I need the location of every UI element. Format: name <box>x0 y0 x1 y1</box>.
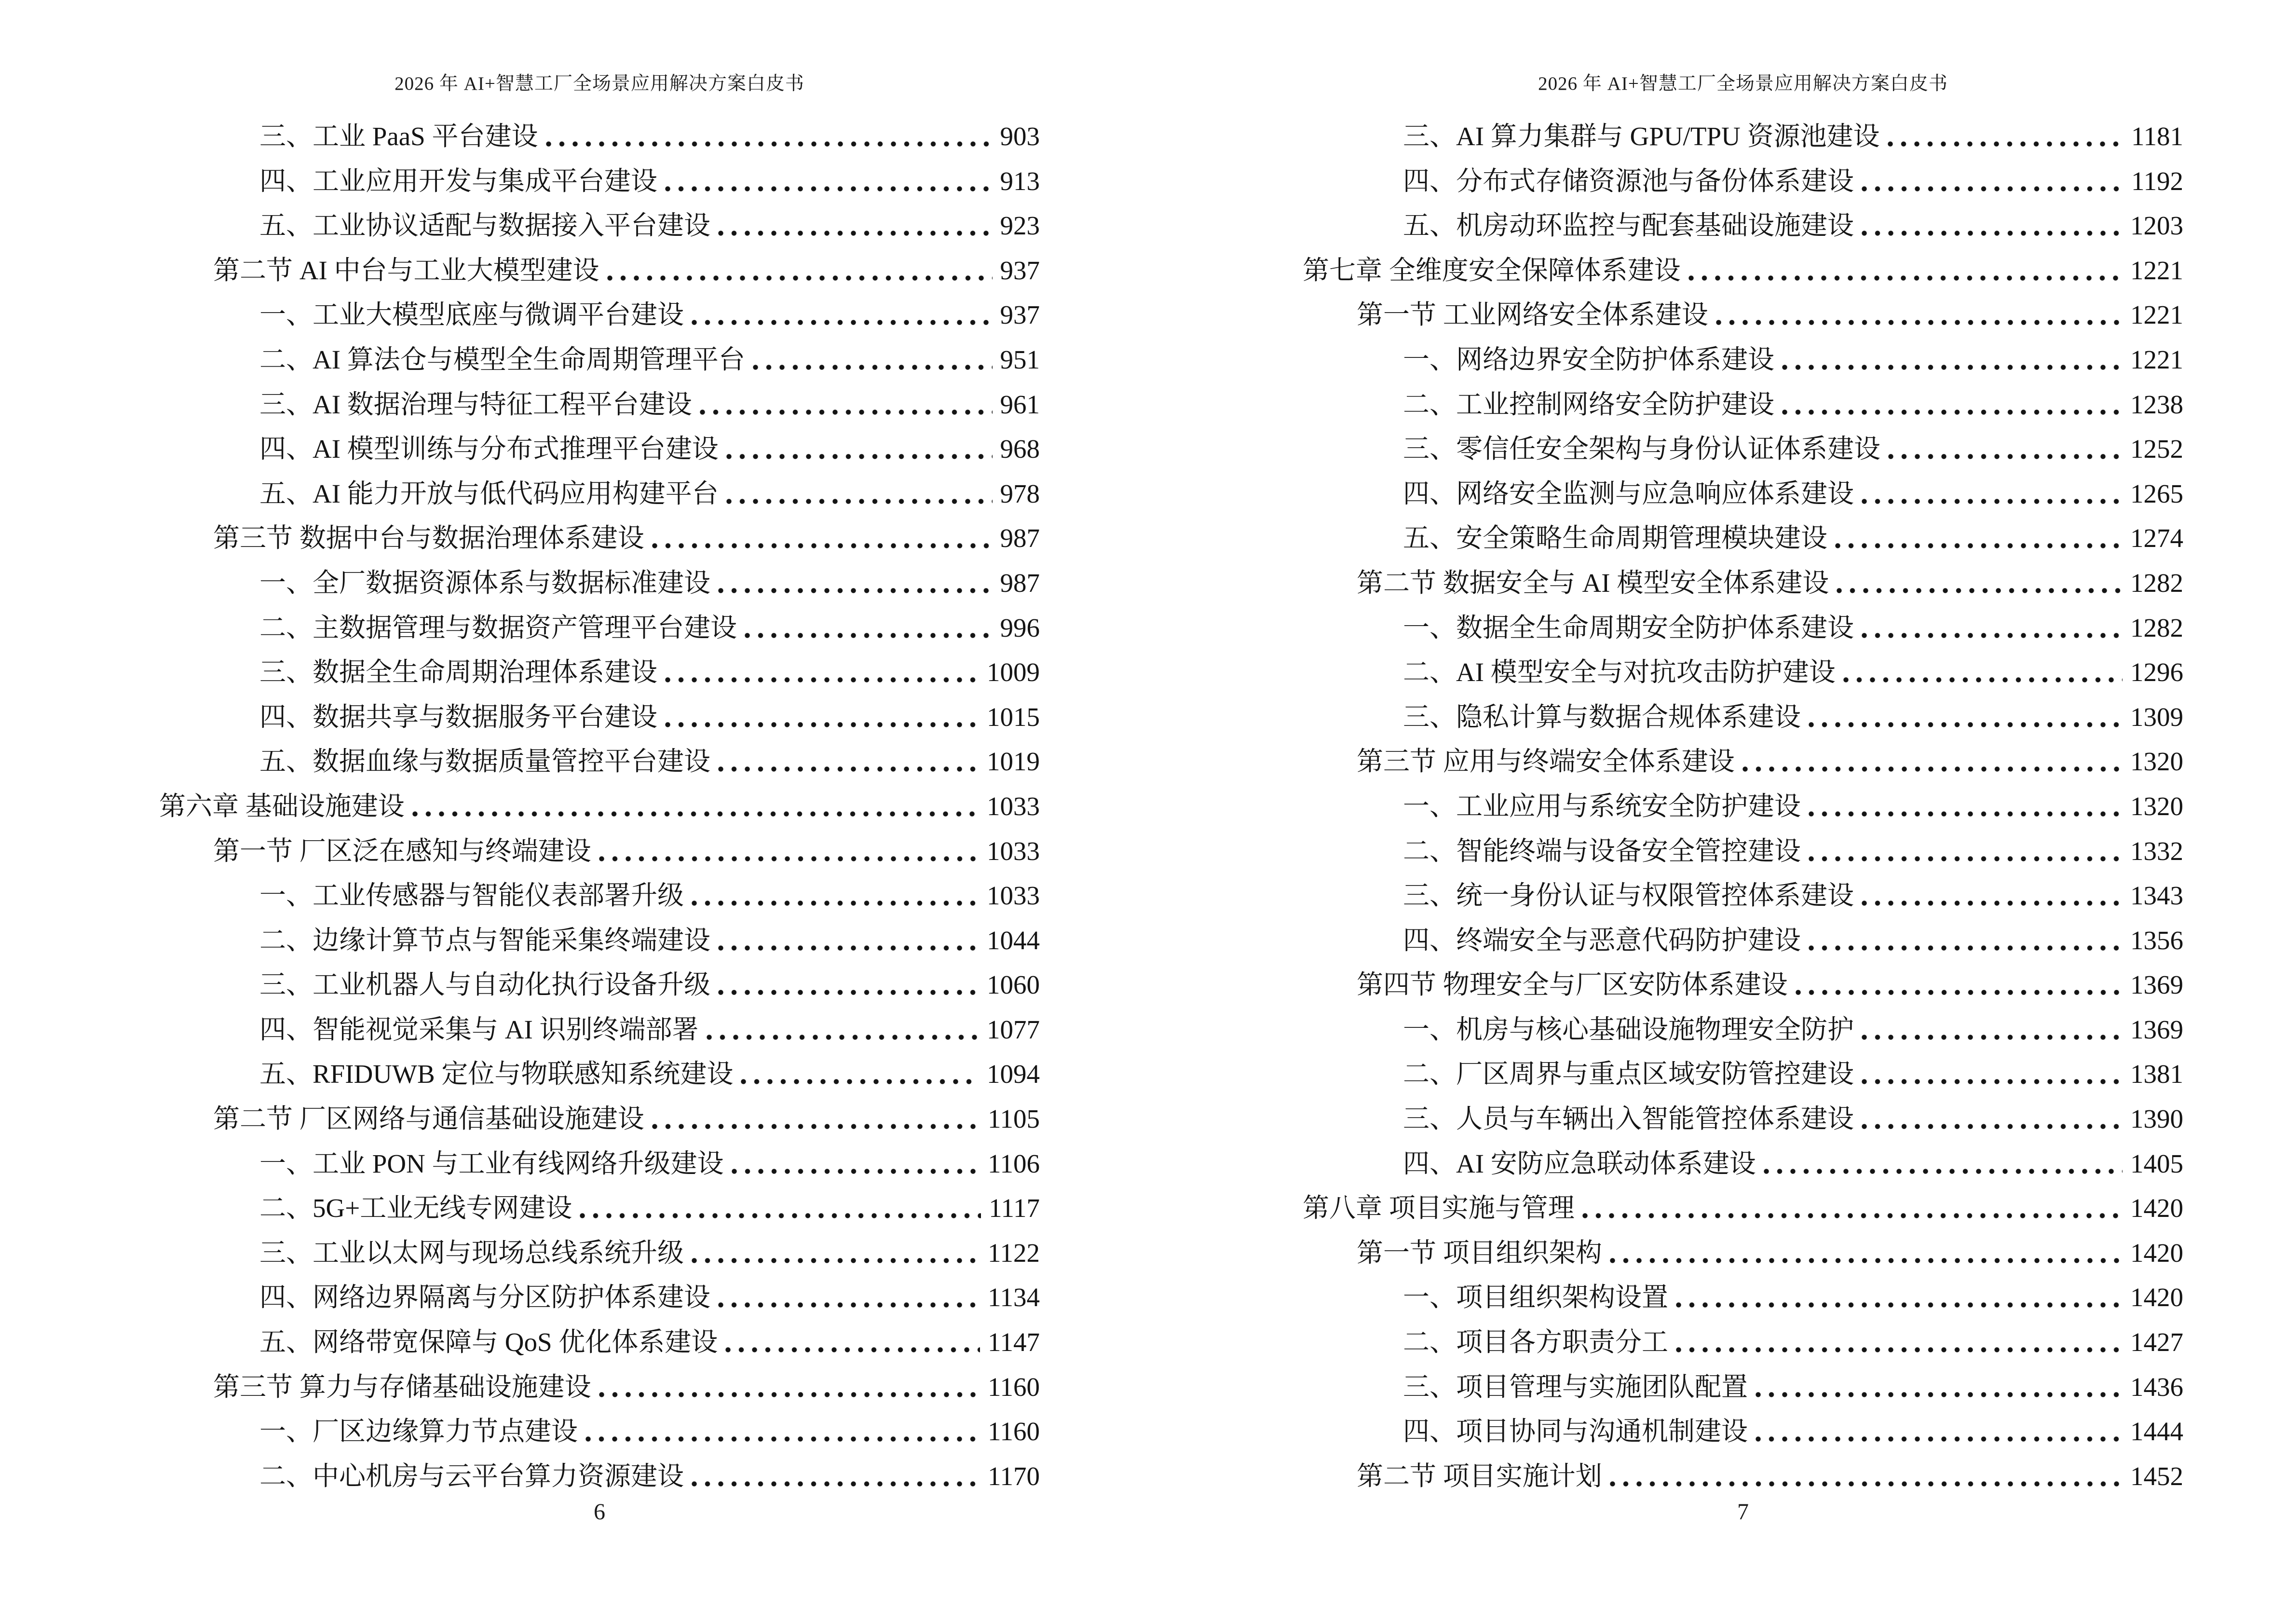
toc-entry <box>159 739 1040 784</box>
toc-entry-label: 四、工业应用开发与集成平台建设 <box>259 166 658 196</box>
page-right <box>1144 0 2287 1624</box>
toc-entry-page-number: 1077 <box>987 1014 1040 1044</box>
toc-entry-label: 第一节 项目组织架构 <box>1357 1238 1602 1268</box>
toc-entry-page-number: 1252 <box>2130 434 2183 464</box>
dot-leader <box>717 963 979 1008</box>
toc-entry <box>1303 1097 2183 1142</box>
toc-entry-page-number: 1221 <box>2130 344 2183 374</box>
toc-entry-page-number: 1282 <box>2130 568 2183 598</box>
dot-leader <box>1836 561 2123 606</box>
toc-entry-label: 第八章 项目实施与管理 <box>1303 1193 1575 1223</box>
toc-entry-label: 第三节 应用与终端安全体系建设 <box>1357 747 1735 777</box>
toc-entry <box>159 695 1040 740</box>
toc-entry-page-number: 937 <box>1000 255 1040 285</box>
toc-entry-label: 二、边缘计算节点与智能采集终端建设 <box>259 925 711 955</box>
toc-entry <box>159 873 1040 918</box>
dot-leader <box>1808 918 2123 963</box>
toc-entry-label: 第二节 数据安全与 AI 模型安全体系建设 <box>1357 568 1829 598</box>
toc-entry-label: 四、AI 安防应急联动体系建设 <box>1403 1148 1756 1178</box>
toc-entry <box>1303 204 2183 248</box>
toc-entry-label: 五、数据血缘与数据质量管控平台建设 <box>259 747 711 777</box>
toc-entry-label: 一、机房与核心基础设施物理安全防护 <box>1403 1014 1854 1044</box>
toc-entry <box>1303 159 2183 204</box>
toc-entry <box>159 1409 1040 1454</box>
toc-entry-page-number: 1296 <box>2130 657 2183 687</box>
toc-entry-label: 二、项目各方职责分工 <box>1403 1327 1669 1357</box>
toc-entry-label: 四、网络边界隔离与分区防护体系建设 <box>259 1283 711 1312</box>
toc-entry-page-number: 1381 <box>2130 1059 2183 1089</box>
toc-entry-label: 一、工业 PON 与工业有线网络升级建设 <box>259 1148 724 1178</box>
toc-entries-left <box>159 114 1040 1499</box>
dot-leader <box>1763 1142 2123 1187</box>
toc-entry-page-number: 1181 <box>2131 122 2183 151</box>
toc-entry-label: 三、AI 算力集群与 GPU/TPU 资源池建设 <box>1403 122 1880 151</box>
dot-leader <box>1675 1275 2123 1320</box>
dot-leader <box>1861 606 2123 651</box>
toc-entry <box>159 1052 1040 1097</box>
toc-entry-label: 第六章 基础设施建设 <box>159 791 405 821</box>
dot-leader <box>717 561 992 606</box>
dot-leader <box>744 606 992 651</box>
toc-entry-page-number: 1332 <box>2130 836 2183 866</box>
dot-leader <box>706 1008 979 1052</box>
toc-entry-page-number: 1282 <box>2130 613 2183 642</box>
toc-entry-page-number: 1369 <box>2130 970 2183 1000</box>
toc-entry-label: 二、5G+工业无线专网建设 <box>259 1193 572 1223</box>
toc-entry-page-number: 1420 <box>2130 1193 2183 1223</box>
toc-entry-page-number: 1015 <box>987 702 1040 732</box>
toc-entry-page-number: 1009 <box>987 657 1040 687</box>
toc-entry-label: 五、安全策略生命周期管理模块建设 <box>1403 523 1828 553</box>
dot-leader <box>1808 784 2123 829</box>
toc-entry <box>159 382 1040 427</box>
dot-leader <box>1609 1454 2123 1499</box>
toc-entry <box>1303 472 2183 517</box>
dot-leader <box>664 650 979 695</box>
toc-entry-label: 三、工业以太网与现场总线系统升级 <box>259 1238 684 1268</box>
toc-entry-page-number: 1369 <box>2130 1014 2183 1044</box>
toc-entry <box>159 472 1040 517</box>
toc-entry <box>159 293 1040 338</box>
toc-entry-page-number: 1221 <box>2130 300 2183 330</box>
toc-entry-label: 三、项目管理与实施团队配置 <box>1403 1372 1748 1402</box>
toc-entry-page-number: 987 <box>1000 523 1040 553</box>
toc-entry-page-number: 1106 <box>988 1148 1040 1178</box>
toc-entry <box>1303 1142 2183 1187</box>
toc-entry-page-number: 1452 <box>2130 1461 2183 1491</box>
dot-leader <box>752 338 993 382</box>
page-number-footer: 6 <box>594 1499 605 1525</box>
toc-entry-label: 四、数据共享与数据服务平台建设 <box>259 702 658 732</box>
toc-entry <box>159 204 1040 248</box>
toc-entry <box>1303 427 2183 472</box>
toc-entry-page-number: 1192 <box>2131 166 2183 196</box>
toc-entry <box>159 427 1040 472</box>
dot-leader <box>699 382 993 427</box>
toc-entry-label: 一、网络边界安全防护体系建设 <box>1403 344 1775 374</box>
toc-entry-label: 第三节 算力与存储基础设施建设 <box>213 1372 591 1402</box>
toc-entry-page-number: 1221 <box>2130 255 2183 285</box>
toc-entry-page-number: 1356 <box>2130 925 2183 955</box>
toc-entry <box>159 516 1040 561</box>
toc-entry-page-number: 1274 <box>2130 523 2183 553</box>
toc-entry-page-number: 903 <box>1000 122 1040 151</box>
page-number-footer: 7 <box>1737 1499 1749 1525</box>
toc-entry-label: 二、智能终端与设备安全管控建设 <box>1403 836 1801 866</box>
toc-entry <box>1303 918 2183 963</box>
dot-leader <box>1861 1008 2123 1052</box>
dot-leader <box>691 293 992 338</box>
toc-entry <box>159 650 1040 695</box>
dot-leader <box>1715 293 2123 338</box>
toc-entry-label: 五、AI 能力开放与低代码应用构建平台 <box>259 478 719 508</box>
toc-entry <box>1303 829 2183 874</box>
toc-entry-page-number: 1160 <box>988 1372 1040 1402</box>
document-header: 2026 年 AI+智慧工厂全场景应用解决方案白皮书 <box>1538 73 1948 94</box>
dot-leader <box>664 159 992 204</box>
toc-entry-label: 一、厂区边缘算力节点建设 <box>259 1417 578 1447</box>
toc-entry-page-number: 1160 <box>988 1417 1040 1447</box>
toc-entry-label: 三、隐私计算与数据合规体系建设 <box>1403 702 1801 732</box>
toc-entry <box>159 1142 1040 1187</box>
toc-entry-label: 五、工业协议适配与数据接入平台建设 <box>259 211 711 241</box>
toc-entry-label: 五、RFIDUWB 定位与物联感知系统建设 <box>259 1059 734 1089</box>
toc-entry <box>159 606 1040 651</box>
toc-entry <box>1303 1008 2183 1052</box>
dot-leader <box>691 1454 980 1499</box>
toc-entry-label: 二、工业控制网络安全防护建设 <box>1403 389 1775 419</box>
toc-entry <box>159 114 1040 159</box>
toc-entry-page-number: 1134 <box>988 1283 1040 1312</box>
dot-leader <box>1861 159 2124 204</box>
toc-entry-label: 一、工业大模型底座与微调平台建设 <box>259 300 684 330</box>
dot-leader <box>731 1142 980 1187</box>
toc-entry-page-number: 1060 <box>987 970 1040 1000</box>
toc-entry-label: 一、全厂数据资源体系与数据标准建设 <box>259 568 711 598</box>
toc-entry <box>1303 516 2183 561</box>
toc-entry-label: 二、AI 算法仓与模型全生命周期管理平台 <box>259 344 745 374</box>
dot-leader <box>1861 472 2123 517</box>
toc-entry-page-number: 913 <box>1000 166 1040 196</box>
toc-entry-page-number: 937 <box>1000 300 1040 330</box>
toc-entry <box>159 1186 1040 1231</box>
page-right-content <box>1303 0 2183 1624</box>
dot-leader <box>717 739 979 784</box>
toc-entry <box>159 1454 1040 1499</box>
toc-entry-label: 三、AI 数据治理与特征工程平台建设 <box>259 389 692 419</box>
toc-entry-page-number: 1427 <box>2130 1327 2183 1357</box>
dot-leader <box>1887 114 2124 159</box>
toc-entry <box>1303 338 2183 382</box>
toc-entry <box>159 963 1040 1008</box>
toc-entry <box>159 1008 1040 1052</box>
toc-entry-label: 第二节 项目实施计划 <box>1357 1461 1602 1491</box>
toc-entry-label: 第七章 全维度安全保障体系建设 <box>1303 255 1681 285</box>
toc-entry-page-number: 1405 <box>2130 1148 2183 1178</box>
toc-entries-right <box>1303 114 2183 1499</box>
toc-entry <box>159 1275 1040 1320</box>
toc-entry-label: 五、网络带宽保障与 QoS 优化体系建设 <box>259 1327 718 1357</box>
toc-entry <box>1303 784 2183 829</box>
toc-entry <box>1303 873 2183 918</box>
toc-entry-label: 三、工业 PaaS 平台建设 <box>259 122 538 151</box>
toc-entry <box>1303 1231 2183 1276</box>
dot-leader <box>1755 1409 2123 1454</box>
toc-entry <box>159 1320 1040 1365</box>
toc-entry-page-number: 1309 <box>2130 702 2183 732</box>
dot-leader <box>1688 248 2123 293</box>
toc-entry-label: 四、智能视觉采集与 AI 识别终端部署 <box>259 1014 699 1044</box>
toc-entry-page-number: 1033 <box>987 836 1040 866</box>
dot-leader <box>1861 1097 2123 1142</box>
dot-leader <box>1861 1052 2123 1097</box>
dot-leader <box>1808 829 2123 874</box>
toc-entry <box>1303 1454 2183 1499</box>
dot-leader <box>691 873 979 918</box>
toc-entry <box>1303 248 2183 293</box>
toc-entry-label: 一、项目组织架构设置 <box>1403 1283 1669 1312</box>
toc-entry <box>159 918 1040 963</box>
toc-entry <box>1303 1409 2183 1454</box>
dot-leader <box>579 1186 981 1231</box>
toc-entry <box>1303 963 2183 1008</box>
toc-entry-page-number: 1320 <box>2130 747 2183 777</box>
toc-entry-page-number: 923 <box>1000 211 1040 241</box>
dot-leader <box>725 427 993 472</box>
dot-leader <box>1808 695 2123 740</box>
toc-entry-page-number: 1122 <box>988 1238 1040 1268</box>
toc-entry <box>1303 1365 2183 1410</box>
dot-leader <box>1781 382 2123 427</box>
dot-leader <box>1795 963 2123 1008</box>
dot-leader <box>545 114 993 159</box>
toc-entry <box>1303 382 2183 427</box>
toc-entry-label: 四、项目协同与沟通机制建设 <box>1403 1417 1748 1447</box>
toc-entry <box>159 829 1040 874</box>
toc-entry-page-number: 1019 <box>987 747 1040 777</box>
toc-entry <box>159 1097 1040 1142</box>
toc-entry-page-number: 978 <box>1000 478 1040 508</box>
toc-entry-label: 四、AI 模型训练与分布式推理平台建设 <box>259 434 719 464</box>
toc-entry <box>159 561 1040 606</box>
dot-leader <box>1861 873 2123 918</box>
toc-entry-label: 四、网络安全监测与应急响应体系建设 <box>1403 478 1854 508</box>
dot-leader <box>1781 338 2123 382</box>
toc-entry-page-number: 961 <box>1000 389 1040 419</box>
dot-leader <box>1742 739 2123 784</box>
dot-leader <box>724 1320 980 1365</box>
toc-entry-label: 四、终端安全与恶意代码防护建设 <box>1403 925 1801 955</box>
toc-entry-page-number: 1094 <box>987 1059 1040 1089</box>
toc-entry-page-number: 1147 <box>988 1327 1040 1357</box>
page-left-content <box>159 0 1040 1624</box>
toc-entry-label: 三、人员与车辆出入智能管控体系建设 <box>1403 1104 1854 1134</box>
toc-entry-page-number: 1033 <box>987 881 1040 911</box>
toc-entry-page-number: 1203 <box>2130 211 2183 241</box>
toc-entry <box>1303 739 2183 784</box>
toc-entry-page-number: 1265 <box>2130 478 2183 508</box>
toc-entry-label: 一、工业应用与系统安全防护建设 <box>1403 791 1801 821</box>
toc-entry-label: 二、AI 模型安全与对抗攻击防护建设 <box>1403 657 1836 687</box>
toc-entry <box>159 159 1040 204</box>
dot-leader <box>1887 427 2123 472</box>
toc-entry <box>1303 1186 2183 1231</box>
dot-leader <box>651 1097 980 1142</box>
dot-leader <box>651 516 993 561</box>
toc-entry <box>1303 1052 2183 1097</box>
toc-entry-page-number: 1105 <box>988 1104 1040 1134</box>
toc-entry-label: 第二节 AI 中台与工业大模型建设 <box>213 255 599 285</box>
dot-leader <box>1675 1320 2123 1365</box>
toc-entry <box>159 248 1040 293</box>
dot-leader <box>740 1052 979 1097</box>
toc-entry-label: 第四节 物理安全与厂区安防体系建设 <box>1357 970 1788 1000</box>
toc-entry-label: 二、主数据管理与数据资产管理平台建设 <box>259 613 737 642</box>
dot-leader <box>1842 650 2123 695</box>
toc-entry-label: 第一节 厂区泛在感知与终端建设 <box>213 836 591 866</box>
dot-leader <box>606 248 993 293</box>
dot-leader <box>598 829 979 874</box>
toc-entry-label: 二、厂区周界与重点区域安防管控建设 <box>1403 1059 1854 1089</box>
toc-entry-label: 第三节 数据中台与数据治理体系建设 <box>213 523 644 553</box>
toc-entry-label: 三、工业机器人与自动化执行设备升级 <box>259 970 711 1000</box>
dot-leader <box>717 918 979 963</box>
toc-entry-label: 第一节 工业网络安全体系建设 <box>1357 300 1708 330</box>
dot-leader <box>717 1275 980 1320</box>
dot-leader <box>717 204 992 248</box>
toc-entry <box>159 1231 1040 1276</box>
toc-entry-page-number: 1343 <box>2130 881 2183 911</box>
toc-entry-page-number: 1320 <box>2130 791 2183 821</box>
toc-entry <box>1303 114 2183 159</box>
toc-entry <box>1303 561 2183 606</box>
dot-leader <box>725 472 993 517</box>
toc-entry <box>1303 1320 2183 1365</box>
toc-entry-page-number: 1238 <box>2130 389 2183 419</box>
toc-entry-label: 三、零信任安全架构与身份认证体系建设 <box>1403 434 1881 464</box>
toc-entry-label: 一、数据全生命周期安全防护体系建设 <box>1403 613 1854 642</box>
toc-entry <box>1303 650 2183 695</box>
toc-entry-page-number: 1170 <box>988 1461 1040 1491</box>
dot-leader <box>664 695 979 740</box>
toc-entry-label: 三、统一身份认证与权限管控体系建设 <box>1403 881 1854 911</box>
dot-leader <box>1609 1231 2123 1276</box>
toc-entry <box>159 1365 1040 1410</box>
toc-entry-label: 二、中心机房与云平台算力资源建设 <box>259 1461 684 1491</box>
toc-entry-page-number: 1117 <box>989 1193 1040 1223</box>
toc-entry <box>159 338 1040 382</box>
dot-leader <box>411 784 979 829</box>
toc-entry <box>159 784 1040 829</box>
toc-entry-page-number: 1444 <box>2130 1417 2183 1447</box>
toc-entry-page-number: 1436 <box>2130 1372 2183 1402</box>
toc-entry <box>1303 1275 2183 1320</box>
toc-entry <box>1303 695 2183 740</box>
toc-entry-label: 一、工业传感器与智能仪表部署升级 <box>259 881 684 911</box>
toc-entry-page-number: 1420 <box>2130 1283 2183 1312</box>
toc-entry-page-number: 951 <box>1000 344 1040 374</box>
dot-leader <box>585 1409 980 1454</box>
toc-entry-page-number: 996 <box>1000 613 1040 642</box>
dot-leader <box>598 1365 980 1410</box>
toc-entry-label: 三、数据全生命周期治理体系建设 <box>259 657 658 687</box>
dot-leader <box>1755 1365 2123 1410</box>
toc-entry-label: 五、机房动环监控与配套基础设施建设 <box>1403 211 1854 241</box>
toc-entry-label: 四、分布式存储资源池与备份体系建设 <box>1403 166 1854 196</box>
toc-entry-page-number: 1044 <box>987 925 1040 955</box>
toc-entry-page-number: 1033 <box>987 791 1040 821</box>
dot-leader <box>691 1231 980 1276</box>
toc-entry-page-number: 968 <box>1000 434 1040 464</box>
toc-entry <box>1303 293 2183 338</box>
toc-entry-page-number: 1390 <box>2130 1104 2183 1134</box>
toc-entry-page-number: 987 <box>1000 568 1040 598</box>
toc-entry-page-number: 1420 <box>2130 1238 2183 1268</box>
dot-leader <box>1861 204 2123 248</box>
toc-entry <box>1303 606 2183 651</box>
toc-entry-label: 第二节 厂区网络与通信基础设施建设 <box>213 1104 644 1134</box>
dot-leader <box>1581 1186 2123 1231</box>
dot-leader <box>1834 516 2123 561</box>
document-header: 2026 年 AI+智慧工厂全场景应用解决方案白皮书 <box>395 73 804 94</box>
